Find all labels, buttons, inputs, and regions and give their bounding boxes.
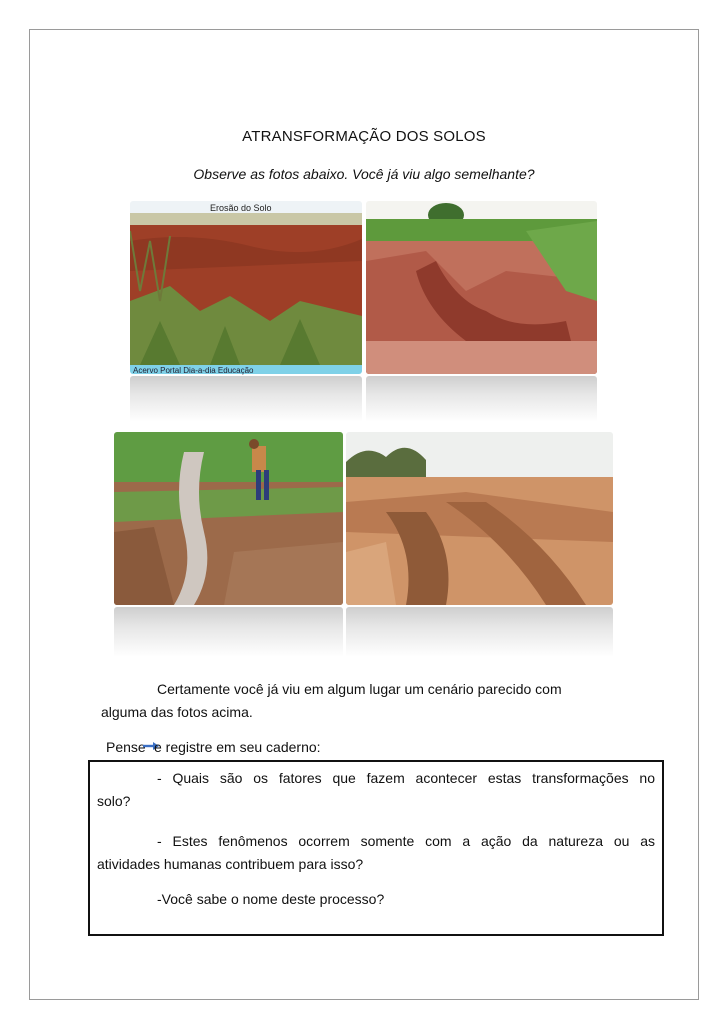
intro-line-1: Certamente você já viu em algum lugar um cenário parecido com (157, 681, 562, 697)
instruction-before: Pense (106, 739, 146, 755)
question-2-line-1: - Estes fenômenos ocorrem somente com a ação da natureza ou as (157, 833, 655, 849)
question-2-line-2: atividades humanas contribuem para isso? (97, 856, 364, 872)
photo-reflection (114, 607, 343, 657)
photo-red-gully (366, 201, 597, 374)
page-title: ATRANSFORMAÇÃO DOS SOLOS (242, 128, 486, 145)
photo-soil-erosion-cut (130, 201, 362, 374)
photo-reflection (346, 607, 613, 657)
photo-caption-erosao: Erosão do Solo (210, 203, 272, 213)
question-1-line-2: solo? (97, 793, 131, 809)
page-subtitle: Observe as fotos abaixo. Você já viu algo semelhante? (193, 166, 535, 182)
photo-reflection (366, 376, 597, 422)
question-3: -Você sabe o nome deste processo? (157, 891, 385, 907)
photo-eroded-terrain (346, 432, 613, 605)
photo-farmer-field-gully (114, 432, 343, 605)
question-1-line-1: - Quais são os fatores que fazem acontecer estas transformações no (157, 770, 655, 786)
photo-reflection (130, 376, 362, 422)
photo-credit: Acervo Portal Dia-a-dia Educação (133, 366, 254, 375)
instruction-after: e registre em seu caderno: (154, 739, 321, 755)
intro-line-2: alguma das fotos acima. (101, 704, 253, 720)
